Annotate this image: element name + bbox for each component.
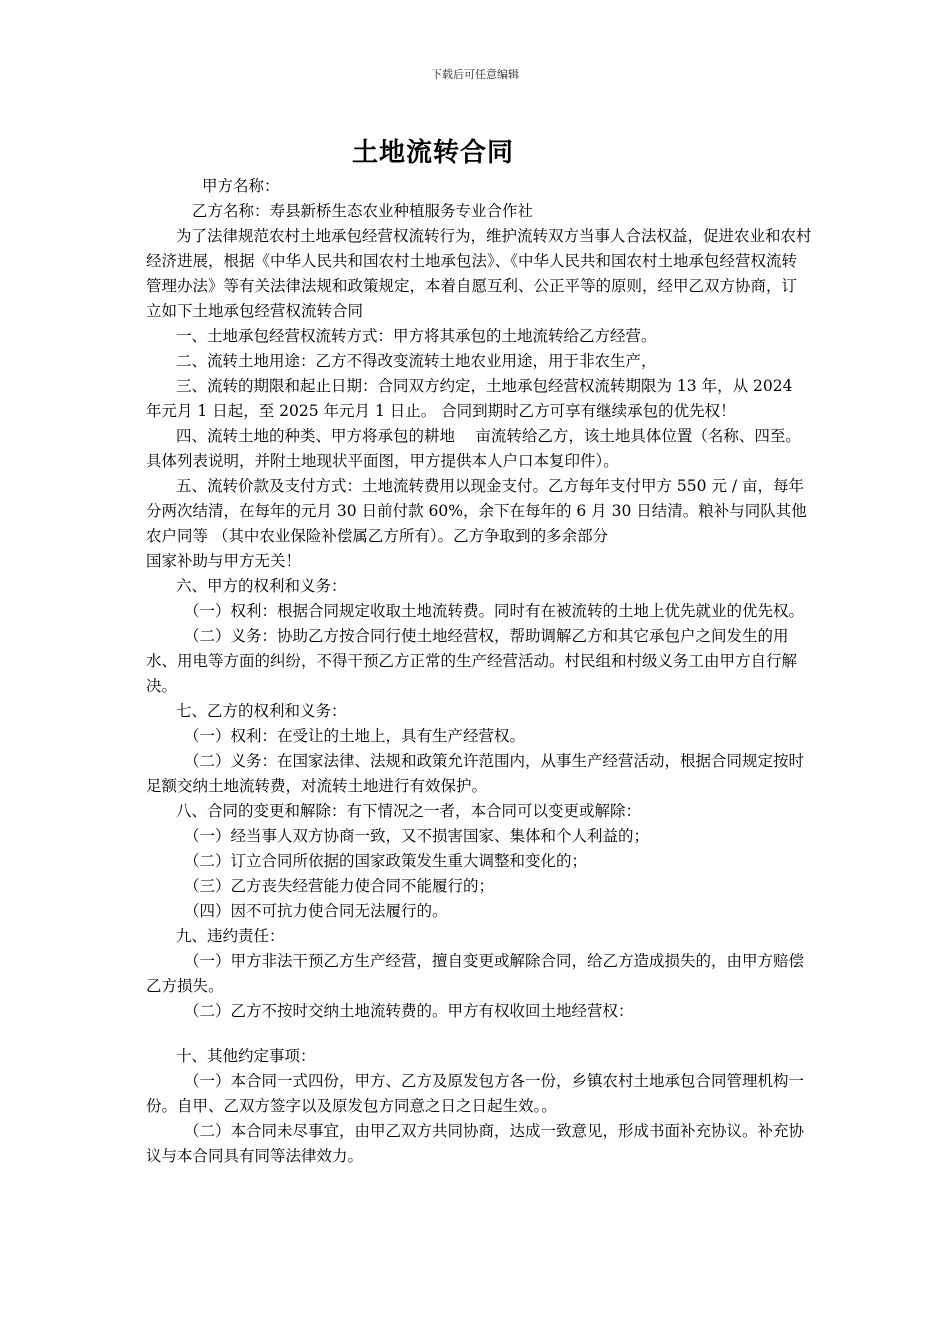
clause-8-item-2: （二）订立合同所依据的国家政策发生重大调整和变化的； (184, 852, 588, 870)
party-b-line: 乙方名称：寿县新桥生态农业种植服务专业合作社 (192, 202, 534, 220)
clause-8-item-1: （一）经当事人双方协商一致，又不损害国家、集体和个人利益的； (184, 827, 650, 845)
clause-8-item-3: （三）乙方丧失经营能力使合同不能履行的； (184, 877, 495, 895)
document-title: 土地流转合同 (351, 138, 514, 168)
clause-10-item-2: （二）本合同未尽事宜，由甲乙双方共同协商，达成一致意见，形成书面补充协议。补充协议与本合同具有同等法律效力。 (146, 1122, 805, 1165)
clause-10-item-1: （一）本合同一式四份，甲方、乙方及原发包方各一份，乡镇农村土地承包合同管理机构一份。自甲、乙双方签字以及原发包方同意之日之日起生效。。 (146, 1072, 805, 1115)
clause-6-obligations: （二）义务：协助乙方按合同行使土地经营权，帮助调解乙方和其它承包户之间发生的用水、用电等方面的纠纷，不得干预乙方正常的生产经营活动。村民组和村级义务工由甲方自行解决。 (146, 627, 798, 695)
clause-9-heading: 九、违约责任： (176, 927, 285, 945)
clause-4: 四、流转土地的种类、甲方将承包的耕地 亩流转给乙方，该土地具体位置（名称、四至。具体列表说明，并附土地现状平面图，甲方提供本人户口本复印件）。 (146, 427, 801, 470)
clause-1: 一、土地承包经营权流转方式：甲方将其承包的土地流转给乙方经营。 (176, 327, 657, 345)
party-a-line: 甲方名称： (202, 177, 280, 195)
header-note: 下载后可任意编辑 (431, 68, 519, 81)
clause-2: 二、流转土地用途：乙方不得改变流转土地农业用途，用于非农生产， (176, 352, 657, 370)
clause-5-tail: 国家补助与甲方无关！ (146, 552, 302, 570)
paragraph-gap (146, 1024, 812, 1044)
clause-3: 三、流转的期限和起止日期：合同双方约定，土地承包经营权流转期限为 13 年，从 2024 年元月 1 日起，至 2025 年元月 1 日止。 合同到期时乙方可享有继续承包的优先权！ (146, 377, 793, 420)
clause-10-heading: 十、其他约定事项： (176, 1047, 316, 1065)
clause-6-heading: 六、甲方的权利和义务： (176, 577, 347, 595)
clause-9-item-2: （二）乙方不按时交纳土地流转费的。甲方有权收回土地经营权： (184, 1002, 634, 1020)
clause-5: 五、流转价款及支付方式：土地流转费用以现金支付。乙方每年支付甲方 550 元 / 亩，每年分两次结清，在每年的元月 30 日前付款 60%，余下在每年的 6 月 30 日结清。粮补与同队其他农户同等 （其中农业保险补偿属乙方所有）。乙方争取到的多余部分 (146, 477, 807, 545)
clause-6-rights: （一）权利：根据合同规定收取土地流转费。同时有在被流转的土地上优先就业的优先权。 (184, 602, 805, 620)
preamble-paragraph: 为了法律规范农村土地承包经营权流转行为，维护流转双方当事人合法权益，促进农业和农村经济进展，根据《中华人民共和国农村土地承包法》、《中华人民共和国农村土地承包经营权流转管理办法》等有关法律法规和政策规定，本着自愿互利、公正平等的原则，经甲乙双方协商，订立如下土地承包经营权流转合同 (146, 227, 812, 320)
clause-7-rights: （一）权利：在受让的土地上，具有生产经营权。 (184, 727, 526, 745)
clause-9-item-1: （一）甲方非法干预乙方生产经营，擅自变更或解除合同，给乙方造成损失的，由甲方赔偿乙方损失。 (146, 952, 805, 995)
clause-8-item-4: （四）因不可抗力使合同无法履行的。 (184, 902, 448, 920)
contract-body (146, 174, 812, 1169)
clause-8-heading: 八、合同的变更和解除：有下情况之一者，本合同可以变更或解除： (176, 802, 642, 820)
clause-7-obligations: （二）义务：在国家法律、法规和政策允许范围内，从事生产经营活动，根据合同规定按时足额交纳土地流转费，对流转土地进行有效保护。 (146, 752, 805, 795)
clause-7-heading: 七、乙方的权利和义务： (176, 702, 347, 720)
